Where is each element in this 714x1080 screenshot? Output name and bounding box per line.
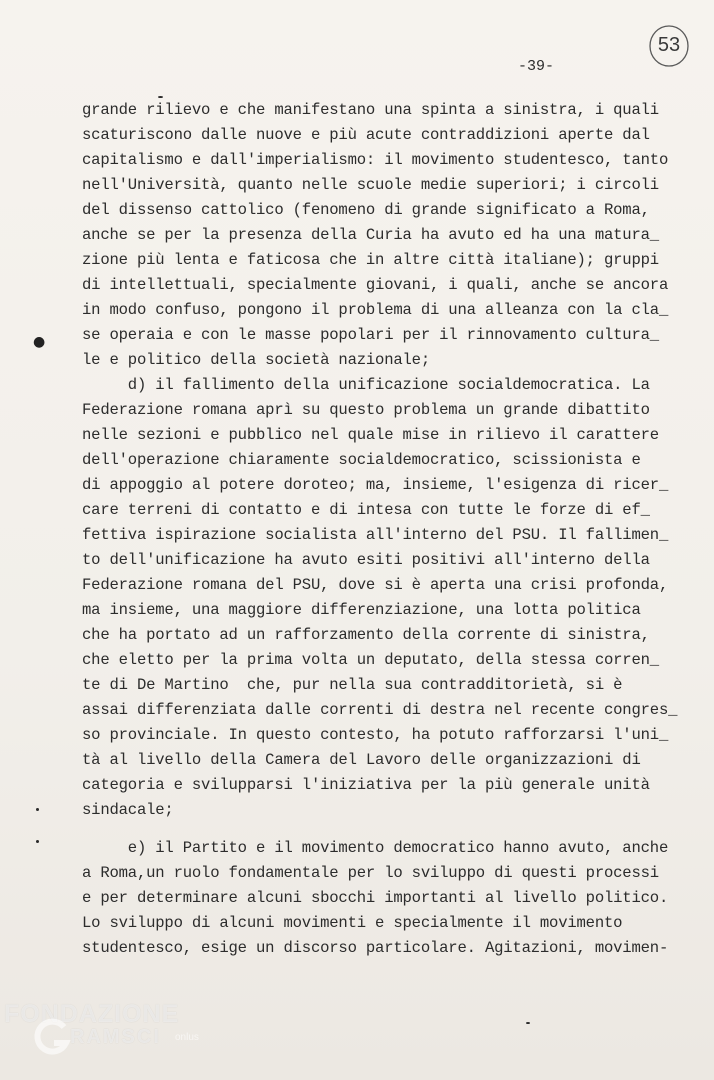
text-line: to dell'unificazione ha avuto esiti positivi all'interno della (82, 551, 650, 569)
text-line: so provinciale. In questo contesto, ha potuto rafforzarsi l'uni_ (82, 726, 669, 744)
text-line: care terreni di contatto e di intesa con tutte le forze di ef_ (82, 501, 650, 519)
text-line: a Roma,un ruolo fondamentale per lo sviluppo di questi processi (82, 864, 659, 882)
text-line: le e politico della società nazionale; (82, 351, 430, 369)
text-line: te di De Martino che, pur nella sua contradditorietà, si è (82, 676, 623, 694)
text-line: studentesco, esige un discorso particolare. Agitazioni, movimen- (82, 939, 669, 957)
text-line: nelle sezioni e pubblico nel quale mise in rilievo il carattere (82, 426, 659, 444)
text-line: assai differenziata dalle correnti di destra nel recente congres_ (82, 701, 678, 719)
archive-stamp (648, 24, 690, 68)
text-line: categoria e svilupparsi l'iniziativa per la più generale unità (82, 776, 650, 794)
text-line: anche se per la presenza della Curia ha avuto ed ha una matura_ (82, 226, 659, 244)
page-number: -39- (518, 58, 555, 75)
archive-stamp-number: 53 (657, 34, 681, 56)
watermark-g-logo-icon (30, 1015, 74, 1059)
watermark-logo-text-2: RAMSCI (70, 1026, 161, 1048)
watermark-logo-text: FONDAZIONE (4, 1000, 180, 1028)
text-line: di intellettuali, specialmente giovani, i quali, anche se ancora (82, 276, 669, 294)
text-line: fettiva ispirazione socialista all'interno del PSU. Il fallimen_ (82, 526, 669, 544)
text-line: Federazione romana del PSU, dove si è aperta una crisi profonda, (82, 576, 669, 594)
text-line: ma insieme, una maggiore differenziazione, una lotta politica (82, 601, 641, 619)
margin-bullet-mark: ● (33, 334, 46, 350)
text-line: in modo confuso, pongono il problema di una alleanza con la cla_ (82, 301, 669, 319)
text-line: che eletto per la prima volta un deputato, della stessa corren_ (82, 651, 659, 669)
ink-speck (158, 96, 163, 98)
watermark-logo-text-3: onlus (175, 1032, 199, 1043)
text-line: tà al livello della Camera del Lavoro delle organizzazioni di (82, 751, 641, 769)
text-line: che ha portato ad un rafforzamento della corrente di sinistra, (82, 626, 650, 644)
text-line: dell'operazione chiaramente socialdemocratico, scissionista e (82, 451, 641, 469)
text-line: e per determinare alcuni sbocchi importanti al livello politico. (82, 889, 669, 907)
text-line: scaturiscono dalle nuove e più acute contraddizioni aperte dal (82, 126, 650, 144)
ink-speck (36, 840, 39, 843)
text-line: di appoggio al potere doroteo; ma, insieme, l'esigenza di ricer_ (82, 476, 669, 494)
text-line: nell'Università, quanto nelle scuole medie superiori; i circoli (82, 176, 659, 194)
text-line: e) il Partito e il movimento democratico hanno avuto, anche (82, 839, 669, 857)
text-line: grande rilievo e che manifestano una spinta a sinistra, i quali (82, 101, 659, 119)
text-line: Lo sviluppo di alcuni movimenti e specialmente il movimento (82, 914, 623, 932)
text-line: capitalismo e dall'imperialismo: il movimento studentesco, tanto (82, 151, 669, 169)
ink-speck (36, 808, 39, 811)
text-line: zione più lenta e faticosa che in altre città italiane); gruppi (82, 251, 659, 269)
text-line: sindacale; (82, 801, 174, 819)
text-line: se operaia e con le masse popolari per il rinnovamento cultura_ (82, 326, 659, 344)
text-line: d) il fallimento della unificazione socialdemocratica. La (82, 376, 650, 394)
text-line: Federazione romana aprì su questo problema un grande dibattito (82, 401, 650, 419)
text-line: del dissenso cattolico (fenomeno di grande significato a Roma, (82, 201, 650, 219)
ink-speck (526, 1022, 530, 1024)
